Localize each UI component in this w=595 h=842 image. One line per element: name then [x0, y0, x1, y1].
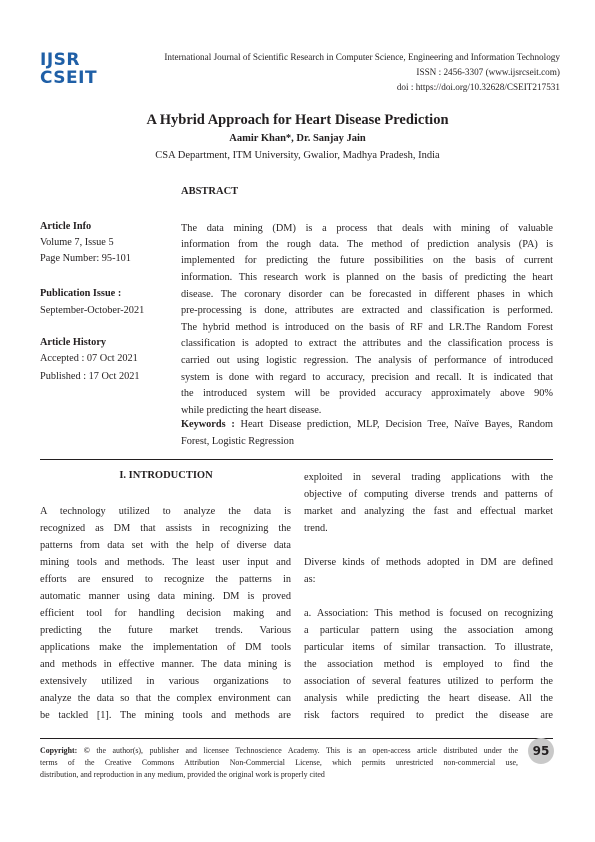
abstract-line: pre-processing is done, attributes are extracted and classification is performed.: [181, 305, 553, 316]
footer-license-line: [40, 745, 518, 756]
body-line: analyze the data so that the complex environment can: [40, 693, 291, 704]
abstract-line: The hybrid method is introduced on the basis of RF and LR.The Random Forest: [181, 322, 553, 333]
logo-text-bottom: CSEIT: [40, 68, 98, 88]
body-line: be tackled [1]. The mining tools and methods are: [40, 710, 291, 721]
journal-name: International Journal of Scientific Research in Computer Science, Engineering and Information Technology: [164, 52, 560, 62]
abstract-line: The data mining (DM) is a process that deals with mining of valuable: [181, 223, 553, 234]
paper-title: A Hybrid Approach for Heart Disease Prediction: [146, 112, 449, 128]
body-line: automatic manner using data mining. DM is proved: [40, 591, 291, 602]
keywords-line-continued: Forest, Logistic Regression: [181, 436, 294, 447]
footer-divider: [40, 738, 553, 739]
body-line: market and analyzing the fast and effectual market: [304, 506, 553, 517]
body-line: a particular pattern using the association among: [304, 625, 553, 636]
paper-affiliation: CSA Department, ITM University, Gwalior, Madhya Pradesh, India: [155, 150, 440, 161]
journal-logo: [40, 50, 102, 96]
article-history-heading: Article History: [40, 337, 107, 348]
body-line: patterns from data set with the help of diverse data: [40, 540, 291, 551]
abstract-line: disease. The coronary disorder can be forecasted in different phases in which: [181, 289, 553, 300]
body-line: objective of computing diverse trends and patterns of: [304, 489, 553, 500]
abstract-line: carried out using logistic regression. The analysis of performance of introduced: [181, 355, 553, 366]
body-line: trend.: [304, 523, 328, 534]
body-line: A technology utilized to analyze the data is: [40, 506, 291, 517]
article-page-number: Page Number: 95-101: [40, 253, 131, 264]
body-line: particular items of similar transaction. To illustrate,: [304, 642, 553, 653]
abstract-line: system is done with regard to accuracy, precision and recall. It is indicated that: [181, 372, 553, 383]
abstract-line: information from the rough data. The method of prediction analysis (PA) is: [181, 239, 553, 250]
body-line: extensively utilized in various organizations to: [40, 676, 291, 687]
section-heading-introduction: I. INTRODUCTION: [119, 470, 213, 481]
published-date: Published : 17 Oct 2021: [40, 371, 140, 382]
abstract-line: the introduced system will be provided accuracy approximately above 90%: [181, 388, 553, 399]
body-line: Diverse kinds of methods adopted in DM are defined: [304, 557, 553, 568]
journal-issn: ISSN : 2456-3307 (www.ijsrcseit.com): [416, 67, 560, 77]
publication-issue: September-October-2021: [40, 305, 145, 316]
abstract-line: information. This research work is planned on the basis of predicting the heart: [181, 272, 553, 283]
accepted-date: Accepted : 07 Oct 2021: [40, 353, 138, 364]
abstract-line: classification is adopted to extract the attributes and the classification process is: [181, 338, 553, 349]
body-line: a. Association: This method is focused on recognizing: [304, 608, 553, 619]
keywords-label: Keywords :: [181, 419, 235, 430]
body-line: risk factors required to predict the disease are: [304, 710, 553, 721]
body-line: applications make the implementation of DM tools: [40, 642, 291, 653]
body-line: mining tools and methods. The least user input and: [40, 557, 291, 568]
page-number-badge: 95: [528, 738, 554, 764]
body-line: predicting the future market trends. Various: [40, 625, 291, 636]
paper-authors: Aamir Khan*, Dr. Sanjay Jain: [229, 133, 366, 144]
abstract-heading: ABSTRACT: [181, 186, 239, 197]
footer-license-text: the author(s), publisher and licensee Technoscience Academy. This is an open-access article distributed under the: [89, 746, 518, 755]
footer-license-line: terms of the Creative Commons Attribution Non-Commercial License, which permits unrestricted non-commercial use,: [40, 758, 518, 767]
section-divider: [40, 459, 553, 460]
body-line: efforts are ensured to recognize the patterns in: [40, 574, 291, 585]
publication-issue-heading: Publication Issue :: [40, 288, 122, 299]
article-volume: Volume 7, Issue 5: [40, 237, 114, 248]
abstract-line: while predicting the heart disease.: [181, 405, 322, 416]
body-line: exploited in several trading applications with the: [304, 472, 553, 483]
article-doi[interactable]: doi : https://doi.org/10.32628/CSEIT217531: [396, 82, 560, 92]
copyright-label: Copyright: ©: [40, 746, 90, 755]
body-line: the association method is employed to find the: [304, 659, 553, 670]
body-line: and methods in effective manner. The data mining is: [40, 659, 291, 670]
body-line: analysis while predicting the heart disease. All the: [304, 693, 553, 704]
logo-text-top: IJSR: [40, 50, 80, 70]
body-line: recognized as DM that assists in recognizing the: [40, 523, 291, 534]
body-line: association of several features utilized to perform the: [304, 676, 553, 687]
footer-license-line: distribution, and reproduction in any medium, provided the original work is properly cited: [40, 770, 325, 779]
article-info-heading: Article Info: [40, 221, 92, 232]
body-line: as:: [304, 574, 316, 585]
keywords-line: [181, 419, 553, 430]
body-line: efficient tool for handling decision making and: [40, 608, 291, 619]
abstract-line: implemented for predicting the future possibilities on the basis of current: [181, 255, 553, 266]
keywords-text: Heart Disease prediction, MLP, Decision Tree, Naïve Bayes, Random: [240, 419, 553, 430]
